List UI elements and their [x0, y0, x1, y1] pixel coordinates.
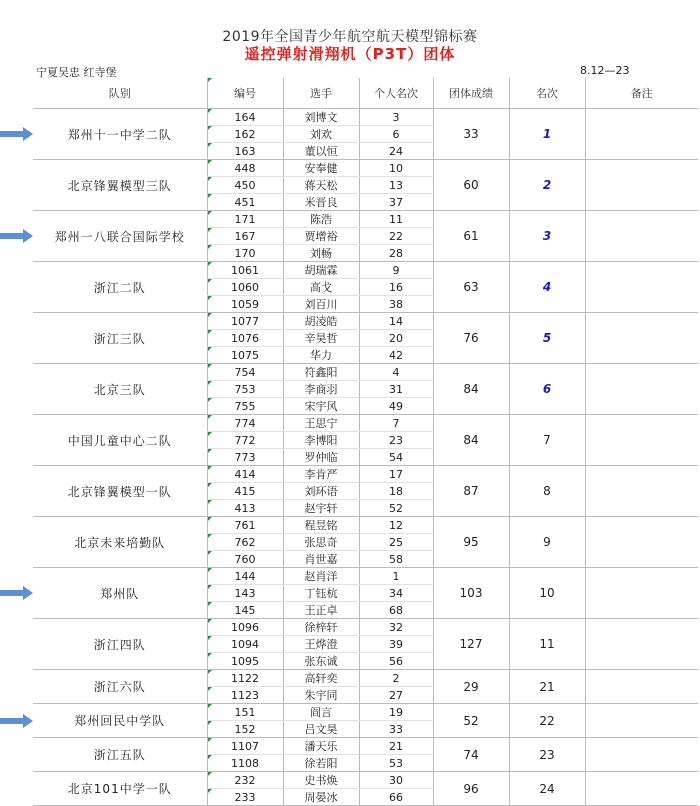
team-rank: 10 [509, 568, 585, 619]
player-name: 阎言 [283, 704, 359, 721]
player-name: 米晋良 [283, 194, 359, 211]
team-score: 87 [433, 466, 509, 517]
player-number: 167 [207, 228, 283, 245]
team-note [585, 364, 698, 415]
team-name: 北京锋翼模型一队 [33, 466, 207, 517]
individual-rank: 3 [359, 109, 433, 126]
individual-rank: 49 [359, 398, 433, 415]
table-row [33, 517, 698, 534]
player-number: 162 [207, 126, 283, 143]
player-name: 吕文昊 [283, 721, 359, 738]
team-name: 郑州一八联合国际学校 [33, 211, 207, 262]
individual-rank: 54 [359, 449, 433, 466]
team-rank: 22 [509, 704, 585, 738]
individual-rank: 38 [359, 296, 433, 313]
player-name: 周晏冰 [283, 789, 359, 806]
player-name: 肖世嘉 [283, 551, 359, 568]
individual-rank: 9 [359, 262, 433, 279]
team-name: 北京锋翼模型三队 [33, 160, 207, 211]
individual-rank: 27 [359, 687, 433, 704]
player-number: 772 [207, 432, 283, 449]
player-name: 程昱铭 [283, 517, 359, 534]
player-number: 1077 [207, 313, 283, 330]
player-number: 760 [207, 551, 283, 568]
team-note [585, 415, 698, 466]
team-note [585, 517, 698, 568]
team-note [585, 211, 698, 262]
results-table [33, 78, 698, 806]
individual-rank: 34 [359, 585, 433, 602]
individual-rank: 1 [359, 568, 433, 585]
column-header-number: 编号 [207, 78, 283, 109]
individual-rank: 68 [359, 602, 433, 619]
player-name: 刘博文 [283, 109, 359, 126]
player-name: 胡凌皓 [283, 313, 359, 330]
team-rank: 4 [509, 262, 585, 313]
individual-rank: 14 [359, 313, 433, 330]
team-rank: 11 [509, 619, 585, 670]
team-name: 浙江三队 [33, 313, 207, 364]
table-row [33, 738, 698, 755]
team-name: 浙江五队 [33, 738, 207, 772]
team-note [585, 313, 698, 364]
location-label: 宁夏吴忠 红寺堡 [36, 66, 117, 79]
table-row [33, 160, 698, 177]
individual-rank: 42 [359, 347, 433, 364]
individual-rank: 28 [359, 245, 433, 262]
player-name: 董以恒 [283, 143, 359, 160]
player-number: 451 [207, 194, 283, 211]
player-number: 1096 [207, 619, 283, 636]
player-name: 李肯严 [283, 466, 359, 483]
player-name: 罗仲临 [283, 449, 359, 466]
team-score: 63 [433, 262, 509, 313]
player-number: 151 [207, 704, 283, 721]
table-row [33, 262, 698, 279]
player-number: 762 [207, 534, 283, 551]
player-number: 1060 [207, 279, 283, 296]
player-number: 413 [207, 500, 283, 517]
player-name: 辛昊哲 [283, 330, 359, 347]
individual-rank: 10 [359, 160, 433, 177]
individual-rank: 6 [359, 126, 433, 143]
date-label: 8.12—23 [580, 64, 630, 77]
player-name: 张东诚 [283, 653, 359, 670]
individual-rank: 66 [359, 789, 433, 806]
team-rank: 2 [509, 160, 585, 211]
player-number: 163 [207, 143, 283, 160]
individual-rank: 33 [359, 721, 433, 738]
individual-rank: 20 [359, 330, 433, 347]
player-name: 史书焕 [283, 772, 359, 789]
individual-rank: 30 [359, 772, 433, 789]
individual-rank: 24 [359, 143, 433, 160]
player-number: 754 [207, 364, 283, 381]
individual-rank: 12 [359, 517, 433, 534]
team-score: 74 [433, 738, 509, 772]
player-number: 170 [207, 245, 283, 262]
individual-rank: 31 [359, 381, 433, 398]
individual-rank: 39 [359, 636, 433, 653]
player-number: 753 [207, 381, 283, 398]
table-row [33, 466, 698, 483]
team-score: 33 [433, 109, 509, 160]
individual-rank: 13 [359, 177, 433, 194]
team-name: 郑州回民中学队 [33, 704, 207, 738]
table-row [33, 670, 698, 687]
arrow-right-icon [0, 127, 34, 141]
player-number: 144 [207, 568, 283, 585]
team-rank: 3 [509, 211, 585, 262]
individual-rank: 32 [359, 619, 433, 636]
column-header-individual-rank: 个人名次 [359, 78, 433, 109]
individual-rank: 25 [359, 534, 433, 551]
player-number: 1107 [207, 738, 283, 755]
team-rank: 7 [509, 415, 585, 466]
player-name: 刘畅 [283, 245, 359, 262]
table-row [33, 704, 698, 721]
individual-rank: 58 [359, 551, 433, 568]
individual-rank: 17 [359, 466, 433, 483]
table-row [33, 211, 698, 228]
individual-rank: 37 [359, 194, 433, 211]
team-score: 84 [433, 364, 509, 415]
individual-rank: 7 [359, 415, 433, 432]
team-score: 60 [433, 160, 509, 211]
player-number: 233 [207, 789, 283, 806]
individual-rank: 21 [359, 738, 433, 755]
arrow-right-icon [0, 714, 34, 728]
team-rank: 1 [509, 109, 585, 160]
player-name: 王思宁 [283, 415, 359, 432]
team-note [585, 262, 698, 313]
team-score: 127 [433, 619, 509, 670]
table-row [33, 364, 698, 381]
player-number: 1059 [207, 296, 283, 313]
player-number: 1122 [207, 670, 283, 687]
team-name: 北京未来培勤队 [33, 517, 207, 568]
player-number: 1095 [207, 653, 283, 670]
team-name: 浙江六队 [33, 670, 207, 704]
player-number: 1094 [207, 636, 283, 653]
team-name: 北京三队 [33, 364, 207, 415]
player-name: 宋宇风 [283, 398, 359, 415]
team-rank: 24 [509, 772, 585, 806]
player-name: 贾增裕 [283, 228, 359, 245]
player-name: 刘环语 [283, 483, 359, 500]
team-score: 29 [433, 670, 509, 704]
table-row [33, 619, 698, 636]
player-number: 232 [207, 772, 283, 789]
player-name: 李博阳 [283, 432, 359, 449]
player-name: 安奉健 [283, 160, 359, 177]
player-name: 符鑫阳 [283, 364, 359, 381]
table-row [33, 313, 698, 330]
team-name: 中国儿童中心二队 [33, 415, 207, 466]
team-score: 96 [433, 772, 509, 806]
arrow-right-icon [0, 586, 34, 600]
player-name: 李商羽 [283, 381, 359, 398]
player-number: 152 [207, 721, 283, 738]
table-body [33, 109, 698, 806]
column-header-note: 备注 [585, 78, 698, 109]
team-rank: 5 [509, 313, 585, 364]
team-score: 61 [433, 211, 509, 262]
column-header-team-score: 团体成绩 [433, 78, 509, 109]
table-row [33, 568, 698, 585]
player-number: 450 [207, 177, 283, 194]
player-name: 胡瑞霖 [283, 262, 359, 279]
team-score: 103 [433, 568, 509, 619]
table-row [33, 772, 698, 789]
individual-rank: 56 [359, 653, 433, 670]
team-note [585, 772, 698, 806]
team-name: 郑州队 [33, 568, 207, 619]
player-name: 刘欢 [283, 126, 359, 143]
player-name: 徐梓轩 [283, 619, 359, 636]
column-header-rank: 名次 [509, 78, 585, 109]
individual-rank: 11 [359, 211, 433, 228]
team-rank: 21 [509, 670, 585, 704]
player-name: 刘百川 [283, 296, 359, 313]
player-number: 145 [207, 602, 283, 619]
player-number: 755 [207, 398, 283, 415]
player-name: 赵宇轩 [283, 500, 359, 517]
table-row [33, 415, 698, 432]
individual-rank: 53 [359, 755, 433, 772]
team-name: 郑州十一中学二队 [33, 109, 207, 160]
individual-rank: 52 [359, 500, 433, 517]
individual-rank: 4 [359, 364, 433, 381]
team-note [585, 738, 698, 772]
team-score: 95 [433, 517, 509, 568]
player-name: 赵肖洋 [283, 568, 359, 585]
player-name: 丁钰杭 [283, 585, 359, 602]
team-note [585, 670, 698, 704]
player-name: 朱宇同 [283, 687, 359, 704]
team-name: 浙江二队 [33, 262, 207, 313]
player-name: 徐若阳 [283, 755, 359, 772]
player-name: 王正卓 [283, 602, 359, 619]
player-number: 171 [207, 211, 283, 228]
player-name: 高戈 [283, 279, 359, 296]
player-number: 773 [207, 449, 283, 466]
table-header-row [33, 78, 698, 109]
player-number: 1061 [207, 262, 283, 279]
player-name: 蒋天松 [283, 177, 359, 194]
team-note [585, 160, 698, 211]
individual-rank: 18 [359, 483, 433, 500]
individual-rank: 23 [359, 432, 433, 449]
team-note [585, 568, 698, 619]
individual-rank: 19 [359, 704, 433, 721]
team-name: 北京101中学一队 [33, 772, 207, 806]
player-number: 1108 [207, 755, 283, 772]
player-number: 143 [207, 585, 283, 602]
column-header-team: 队别 [33, 78, 207, 109]
team-note [585, 704, 698, 738]
player-name: 华力 [283, 347, 359, 364]
table-row [33, 109, 698, 126]
player-number: 1123 [207, 687, 283, 704]
individual-rank: 22 [359, 228, 433, 245]
team-note [585, 109, 698, 160]
player-number: 164 [207, 109, 283, 126]
team-rank: 9 [509, 517, 585, 568]
column-header-player: 选手 [283, 78, 359, 109]
team-note [585, 619, 698, 670]
player-name: 王烨澄 [283, 636, 359, 653]
player-number: 448 [207, 160, 283, 177]
player-number: 1076 [207, 330, 283, 347]
individual-rank: 2 [359, 670, 433, 687]
player-name: 陈浩 [283, 211, 359, 228]
team-score: 84 [433, 415, 509, 466]
arrow-right-icon [0, 229, 34, 243]
player-name: 张思奇 [283, 534, 359, 551]
team-name: 浙江四队 [33, 619, 207, 670]
team-score: 76 [433, 313, 509, 364]
individual-rank: 16 [359, 279, 433, 296]
player-name: 高轩奕 [283, 670, 359, 687]
player-number: 774 [207, 415, 283, 432]
team-rank: 8 [509, 466, 585, 517]
player-number: 761 [207, 517, 283, 534]
team-note [585, 466, 698, 517]
team-score: 52 [433, 704, 509, 738]
player-number: 414 [207, 466, 283, 483]
player-number: 415 [207, 483, 283, 500]
team-rank: 23 [509, 738, 585, 772]
team-rank: 6 [509, 364, 585, 415]
player-name: 潘天乐 [283, 738, 359, 755]
page-subtitle: 遥控弹射滑翔机（P3T）团体 [244, 45, 456, 63]
player-number: 1075 [207, 347, 283, 364]
page-title: 2019年全国青少年航空航天模型锦标赛 [222, 29, 478, 45]
